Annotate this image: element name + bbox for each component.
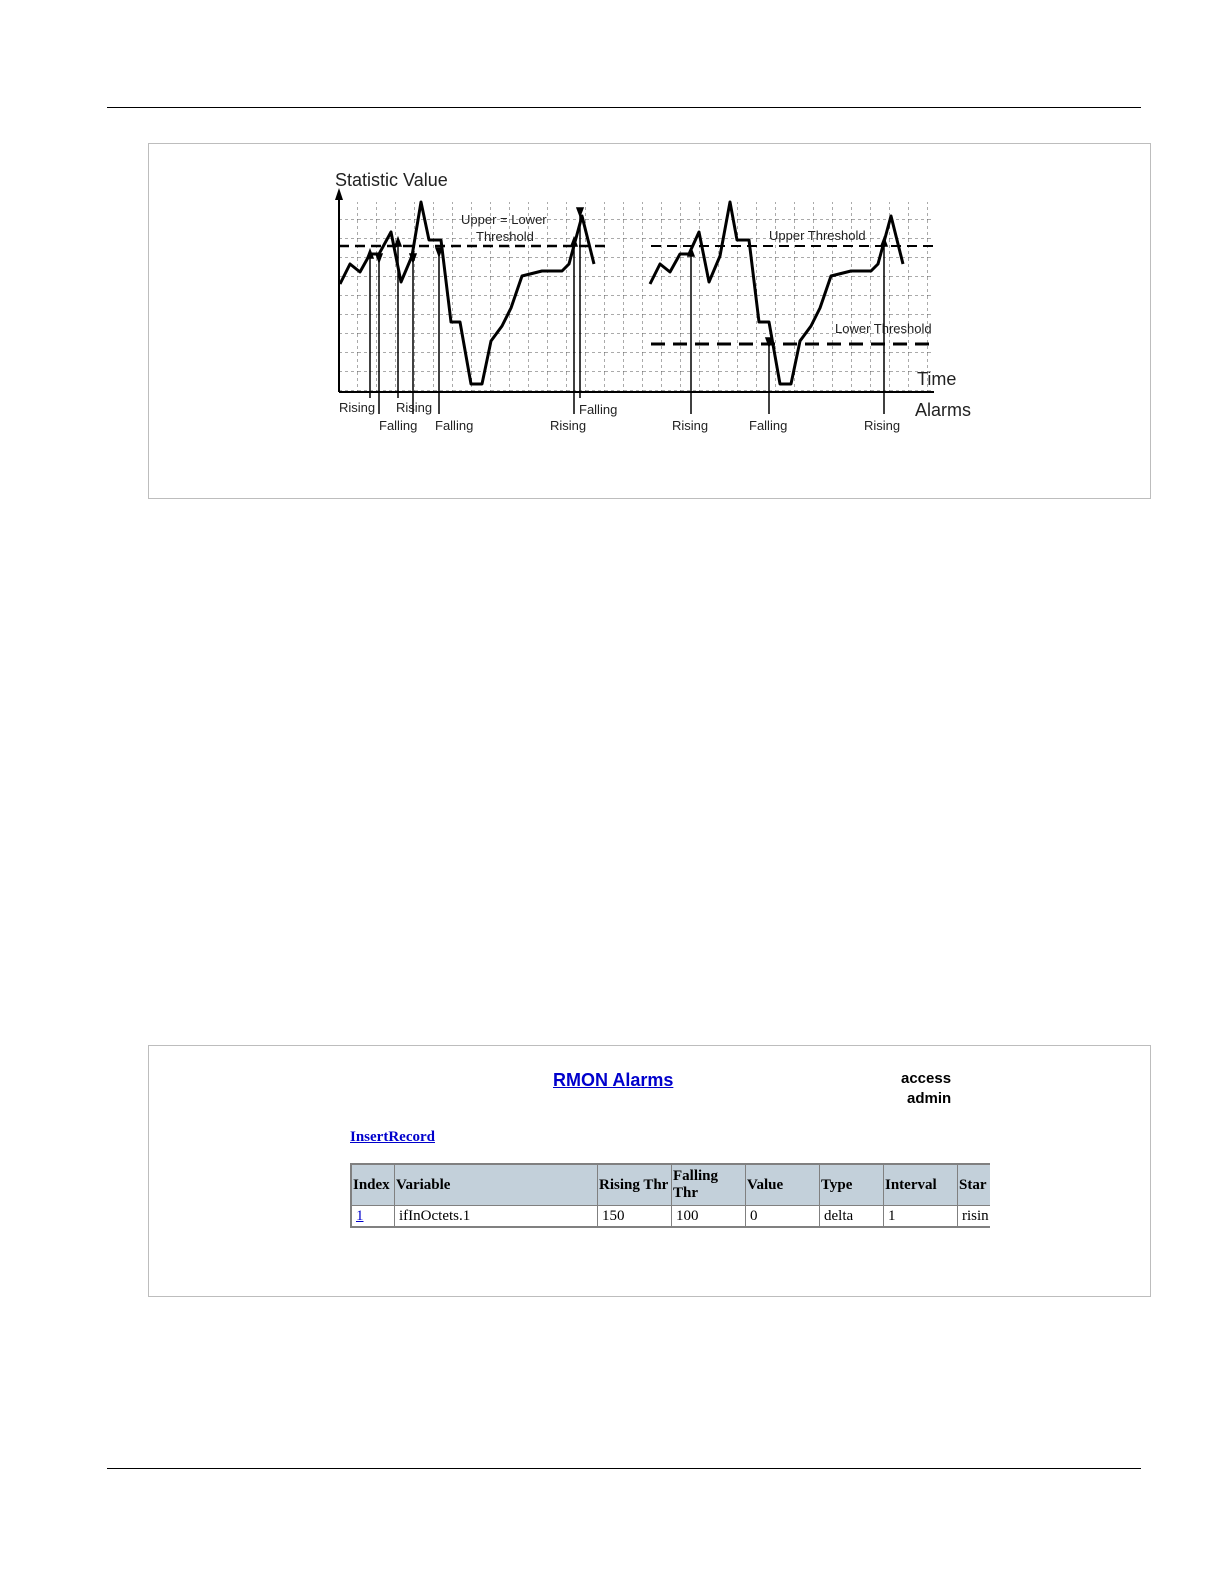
insert-record-link[interactable]: InsertRecord <box>350 1129 435 1145</box>
row-index-link[interactable]: 1 <box>356 1208 364 1224</box>
alarm-label: Falling <box>749 418 788 433</box>
x-axis-label: Time <box>917 369 957 389</box>
header-rule <box>107 107 1141 108</box>
cell-startup: risin <box>958 1206 990 1226</box>
cell-falling-thr: 100 <box>672 1206 746 1226</box>
upper-threshold-label: Upper Threshold <box>769 228 866 243</box>
left-threshold-label-2: Threshold <box>476 229 534 244</box>
column-header-type: Type <box>820 1165 884 1206</box>
alarm-label: Rising <box>339 400 376 415</box>
threshold-diagram <box>149 144 1150 498</box>
column-header-startup: Star <box>958 1165 990 1206</box>
footer-rule <box>107 1468 1141 1469</box>
rmon-table-viewport <box>350 1163 990 1230</box>
left-threshold-label-1: Upper = Lower <box>461 212 547 227</box>
access-label: access <box>901 1070 952 1087</box>
alarm-label: Rising <box>396 400 433 415</box>
column-header-rising-thr: Rising Thr <box>598 1165 672 1206</box>
alarm-label: Falling <box>435 418 474 433</box>
alarm-label: Rising <box>672 418 709 433</box>
alarm-label: Rising <box>864 418 901 433</box>
y-axis-label: Statistic Value <box>335 170 448 190</box>
table-header-row <box>352 1165 990 1206</box>
column-header-falling-thr: Falling Thr <box>672 1165 746 1206</box>
threshold-diagram-figure <box>148 143 1151 499</box>
rmon-alarms-figure <box>148 1045 1151 1297</box>
alarms-label: Alarms <box>915 400 972 420</box>
rmon-alarms-title-link[interactable]: RMON Alarms <box>553 1070 674 1090</box>
cell-rising-thr: 150 <box>598 1206 672 1226</box>
column-header-value: Value <box>746 1165 820 1206</box>
access-user: admin <box>907 1090 952 1107</box>
rmon-alarms-table <box>350 1163 990 1228</box>
cell-type: delta <box>820 1206 884 1226</box>
alarm-label: Falling <box>379 418 418 433</box>
lower-threshold-label: Lower Threshold <box>835 321 932 336</box>
column-header-interval: Interval <box>884 1165 958 1206</box>
column-header-index: Index <box>352 1165 395 1206</box>
alarm-label: Rising <box>550 418 587 433</box>
cell-interval: 1 <box>884 1206 958 1226</box>
cell-variable: ifInOctets.1 <box>395 1206 598 1226</box>
cell-value: 0 <box>746 1206 820 1226</box>
table-row <box>352 1206 990 1226</box>
alarm-label: Falling <box>579 402 618 417</box>
column-header-variable: Variable <box>395 1165 598 1206</box>
